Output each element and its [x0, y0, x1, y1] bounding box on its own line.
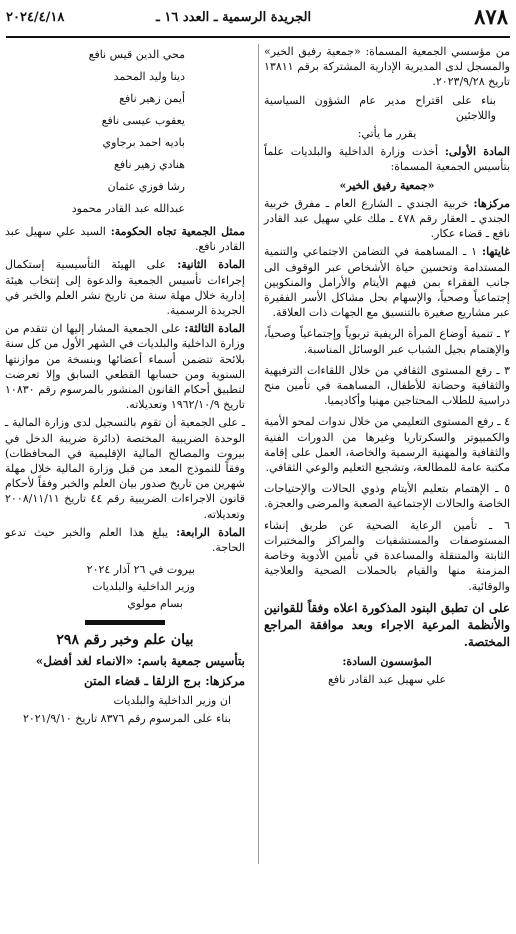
- list-item: دينا وليد المحمد: [113, 70, 185, 83]
- founders-label: المؤسسون السادة:: [342, 654, 432, 668]
- proposal-line: بناء على اقتراح مدير عام الشؤون السياسية واللاجئين: [264, 93, 496, 122]
- place-date: بيروت في ٢٦ آذار ٢٠٢٤: [86, 563, 195, 577]
- section-divider: [85, 620, 165, 625]
- representative: [5, 224, 245, 254]
- goal-5: ٥ ـ الإهتمام بتعليم الأيتام وذوي الحالات والإحتياجات الخاصة والحالات الإجتماعية الصعبة والمرضى والعجزة.: [264, 482, 510, 511]
- right-column: [264, 44, 510, 690]
- notice-body-1: ان وزير الداخلية والبلديات: [113, 694, 231, 708]
- founders-list: [5, 44, 245, 220]
- goal-6: ٦ ـ تأمين الرعاية الصحية عن طريق إنشاء المستوصفات والمستشفيات والمراكز والمختبرات الثابتة والمتنقلة والمساعدة في تأمين الأدوية وخاصة المزمنة منها والقيام بالحملات الصحية والعلاجية والوقائية.: [264, 518, 510, 593]
- founder-name: علي سهيل عبد القادر نافع: [327, 672, 446, 686]
- article-1-label: المادة الأولى:: [444, 145, 510, 159]
- list-item: أيمن زهير نافع: [119, 92, 185, 105]
- goal-1: ١ ـ المساهمة في التضامن الاجتماعي والتنمية المستدامة وتحسين حياة الأشخاص عبر الوقوف الى جانب الفقراء بمن فيهم الأيتام والأرامل والمنكوبين إجتماعياً وصحياً، والإسهام بحل مشاكل الأسر الفقيرة عبر مشاريع صغيرة بالتنسيق مع الجهات ذات العلاقة.: [264, 245, 510, 320]
- article-2: [5, 257, 245, 318]
- headquarters: [264, 196, 510, 242]
- list-item: عبدالله عبد القادر محمود: [71, 202, 185, 215]
- left-column: [5, 44, 245, 730]
- page-header: [6, 6, 510, 38]
- notice-hq: مركزها: برج الزلقا ـ قضاء المتن: [83, 674, 245, 689]
- notice-subject: بتأسيس جمعية باسم: «الانماء لغد أفضل»: [35, 654, 245, 669]
- condition-clause: على ان تطبق البنود المذكورة اعلاه وفقاً للقوانين والأنظمة المرعية الاجراء وبعد موافقة المراجع المختصة.: [264, 600, 510, 649]
- article-3-text: على الجمعية المشار إليها ان تتقدم من وزارة الداخلية والبلديات في الشهر الأول من كل سنة بلائحة تتضمن أسماء أعضائها وبنسخة من موازنتها السنوية ومن حسابها القطعي السابق وإلا تعرضت لتطبيق أحكام القانون المنشور بالمرسوم رقم ١٠٨٣٠ تاريخ ١٩٦٢/١٠/٩ وتعديلاته.: [5, 322, 245, 412]
- article-3: [5, 321, 245, 412]
- minister-title: وزير الداخلية والبلديات: [92, 580, 195, 594]
- list-item: رشا فوزي عثمان: [107, 180, 185, 193]
- goals: [264, 244, 510, 320]
- page-number: ٨٧٨: [474, 4, 508, 29]
- decides-line: يقرر ما يأتي:: [357, 127, 417, 141]
- article-4: [5, 525, 245, 555]
- column-divider: [258, 44, 259, 864]
- goals-label: غايتها:: [482, 245, 510, 259]
- article-2-label: المادة الثانية:: [177, 258, 245, 272]
- notice-title: بيان علم وخبر رقم ٢٩٨: [56, 632, 194, 649]
- article-3-tax: ـ على الجمعية أن تقوم بالتسجيل لدى وزارة المالية ـ الوحدة الضريبية المختصة (دائرة ضريبة الدخل في بيروت والمصالح المالية الإقليمية في المحافظات) وفقاً للنموذج المعد من قبل وزارة المالية خلال مهلة شهرين من تاريخ صدور بيان العلم والخبر وفقاً لأحكام قانون الاجراءات الضريبية رقم ٤٤ تاريخ ٢٠٠٨/١١/١١ وتعديلاته.: [5, 416, 245, 521]
- article-1: [264, 144, 510, 174]
- list-item: باديه احمد برجاوي: [102, 136, 185, 149]
- rep-text: السيد علي سهيل عبد القادر نافع.: [5, 225, 245, 254]
- goal-4: ٤ ـ رفع المستوى التعليمي من خلال ندوات لمحو الأمية والكمبيوتر والسكرتاريا وغيرها من الدورات الفنية والثقافية والمهنية الرسمية والخاصة، العمل على إقامة مكتبة عامة للمطالعة، وتشجيع التعليم والوعي الثقافي.: [264, 415, 510, 475]
- minister-name: بسام مولوي: [127, 597, 183, 611]
- hq-text: خربية الجندي ـ الشارع العام ـ مفرق خربية الجندي ـ العقار رقم ٤٧٨ ـ ملك علي سهيل عبد القادر نافع ـ قضاء عكار.: [264, 196, 510, 241]
- association-name: «جمعية رفيق الخير»: [339, 178, 435, 192]
- gazette-title: الجريدة الرسمية ـ العدد ١٦ ـ: [156, 10, 312, 25]
- article-1-text: أخذت وزارة الداخلية والبلديات علماً بتأسيس الجمعية المسماة:: [264, 145, 510, 174]
- article-4-text: يبلغ هذا العلم والخبر حيث تدعو الحاجة.: [5, 525, 245, 555]
- rep-label: ممثل الجمعية تجاه الحكومة:: [110, 225, 245, 238]
- article-2-text: على الهيئة التأسيسية إستكمال إجراءات تأسيس الجمعية والدعوة إلى إنتخاب هيئة إدارية خلال مهلة سنة من تاريخ نشر العلم والخبر في الجريدة الرسمية.: [5, 258, 245, 318]
- list-item: هنادي زهير نافع: [113, 158, 185, 171]
- article-3-label: المادة الثالثة:: [184, 322, 245, 336]
- issue-date: ٢٠٢٤/٤/١٨: [6, 10, 65, 25]
- hq-label: مركزها:: [473, 196, 511, 210]
- notice-body-2: بناء على المرسوم رقم ٨٣٧٦ تاريخ ٢٠٢١/٩/١٠: [22, 712, 231, 726]
- signature-block: [5, 561, 245, 612]
- article-4-label: المادة الرابعة:: [176, 525, 245, 539]
- list-item: يعقوب عيسى نافع: [101, 114, 185, 127]
- list-item: محي الدين قيس نافع: [88, 48, 185, 61]
- goal-2: ٢ ـ تنمية أوضاع المرأة الريفية تربوياً وإجتماعياً وصحياً، والإهتمام بجيل الشباب عبر الوسائل المناسبة.: [264, 327, 510, 356]
- goal-3: ٣ ـ رفع المستوى الثقافي من خلال اللقاءات الترفيهية والثقافية وحضانة للأطفال، المساهمة في تأمين منح دراسية للطلاب المحتاجين مهنيا وأكاديميا.: [264, 363, 510, 408]
- intro-paragraph: من مؤسسي الجمعية المسماة: «جمعية رفيق الخير» والمسجل لدى المديرية الإدارية المشتركة برقم ١٣٨١١ تاريخ ٢٠٢٣/٩/٢٨.: [264, 45, 510, 89]
